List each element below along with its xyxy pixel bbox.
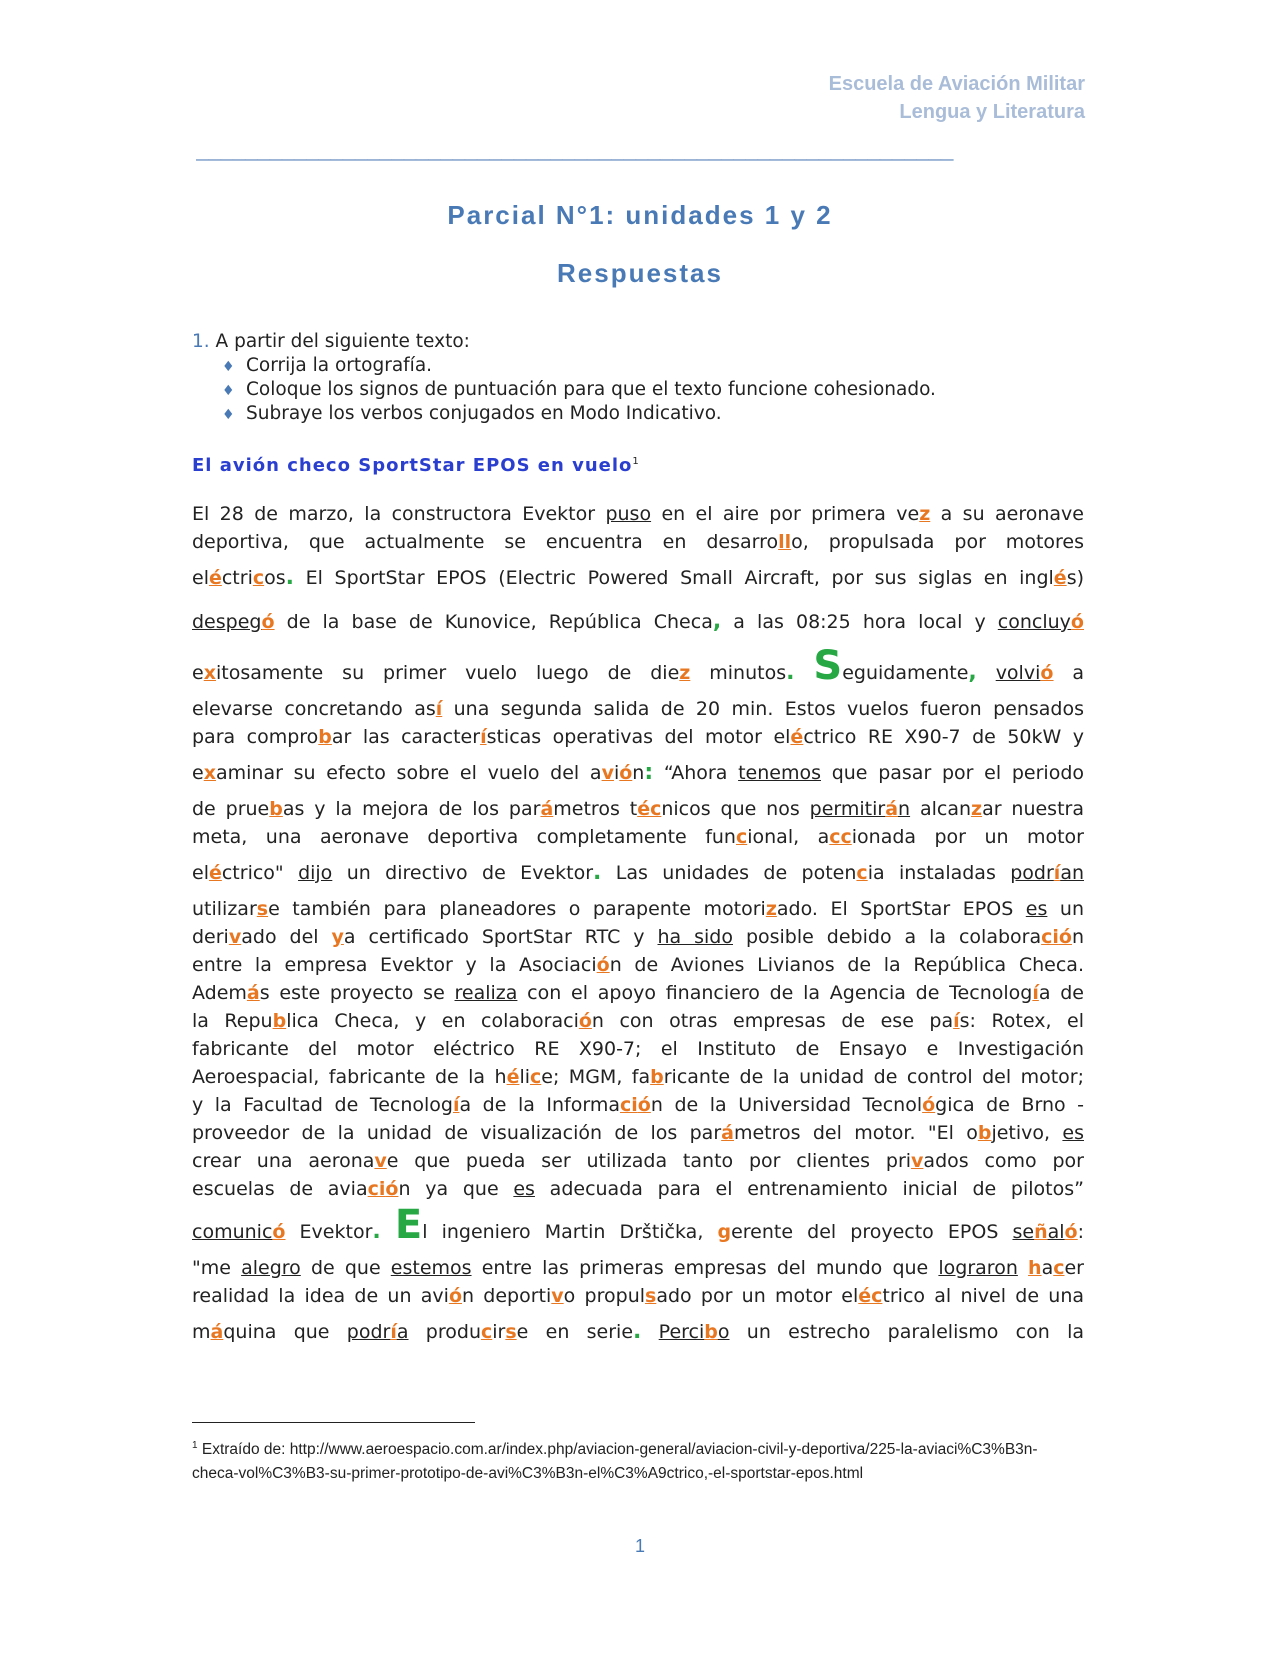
footnote-ref: 1 bbox=[632, 456, 639, 467]
article-body: El 28 de marzo, la constructora Evektor puso en el aire por primera vez a su aeronave deportiva, que actualmente se encuentra en desarrollo, propulsada por motores eléctricos. El SportStar EPOS (Electric Powered Small Aircraft, por sus siglas en inglés) despegó de la base de Kunovice, República Checa, a las 08:25 hora local y concluyó exitosamente su primer vuelo luego de diez minutos. Seguidamente, volvió a elevarse concretando así una segunda salida de 20 min. Estos vuelos fueron pensados para comprobar las características operativas del motor eléctrico RE X90-7 de 50kW y examinar su efecto sobre el vuelo del avión: “Ahora tenemos que pasar por el periodo de pruebas y la mejora de los parámetros técnicos que nos permitirán alcanzar nuestra meta, una aeronave deportiva completamente funcional, accionada por un motor eléctrico" dijo un directivo de Evektor. Las unidades de potencia instaladas podrían utilizarse también para planeadores o parapente motorizado. El SportStar EPOS es un derivado del ya certificado SportStar RTC y ha sido posible debido a la colaboración entre la empresa Evektor y la Asociación de Aviones Livianos de la República Checa. Además este proyecto se realiza con el apoyo financiero de la Agencia de Tecnología de la Republica Checa, y en colaboración con otras empresas de ese país: Rotex, el fabricante del motor eléctrico RE X90-7; el Instituto de Ensayo e Investigación Aeroespacial, fabricante de la hélice; MGM, fabricante de la unidad de control del motor; y la Facultad de Tecnología de la Información de la Universidad Tecnológica de Brno - proveedor de la unidad de visualización de los parámetros del motor. "El objetivo, es crear una aeronave que pueda ser utilizada tanto por clientes privados como por escuelas de aviación ya que es adecuada para el entrenamiento inicial de pilotos” comunicó Evektor. El ingeniero Martin Drštička, gerente del proyecto EPOS señaló: "me alegro de que estemos entre las primeras empresas del mundo que lograron hacer realidad la idea de un avión deportivo propulsado por un motor eléctrico al nivel de una máquina que podría producirse en serie. Percibo un estrecho paralelismo con la bbox=[192, 503, 1085, 1344]
footnote-divider bbox=[192, 1422, 475, 1423]
list-item: ♦ Corrija la ortografía. bbox=[222, 354, 936, 378]
footnote-marker: 1 bbox=[192, 1440, 198, 1451]
page-number: 1 bbox=[634, 1536, 645, 1556]
document-header bbox=[829, 70, 1085, 126]
diamond-bullet-icon: ♦ bbox=[222, 359, 235, 375]
article-title: El avión checo SportStar EPOS en vuelo$^1$ bbox=[192, 455, 639, 476]
header-school: Escuela de Aviación Militar bbox=[828, 73, 1085, 95]
header-subject: Lengua y Literatura bbox=[899, 101, 1085, 123]
footnote-text: Extraído de: http://www.aeroespacio.com.ar/index.php/aviacion-general/aviacion-civil-y-deportiva/225-la-aviaci%C3%B3n-checa-vol%C3%B3-su-primer-prototipo-de-avi%C3%B3n-el%C3%A9ctrico,-el-sportstar-epos.html bbox=[192, 1441, 1038, 1483]
instruction-intro: A partir del siguiente texto: bbox=[215, 331, 470, 352]
header-rule: ______________________________________________________________ bbox=[196, 140, 953, 162]
page-subtitle: Respuestas bbox=[557, 258, 723, 288]
footnote bbox=[192, 1434, 1072, 1486]
instruction-number: 1. bbox=[192, 331, 210, 352]
diamond-bullet-icon: ♦ bbox=[222, 407, 235, 423]
page-title: Parcial N°1: unidades 1 y 2 bbox=[447, 200, 833, 230]
list-item: ♦ Coloque los signos de puntuación para que el texto funcione cohesionado. bbox=[222, 378, 936, 402]
diamond-bullet-icon: ♦ bbox=[222, 383, 235, 399]
instructions bbox=[192, 330, 936, 426]
list-item: ♦ Subraye los verbos conjugados en Modo Indicativo. bbox=[222, 402, 936, 426]
